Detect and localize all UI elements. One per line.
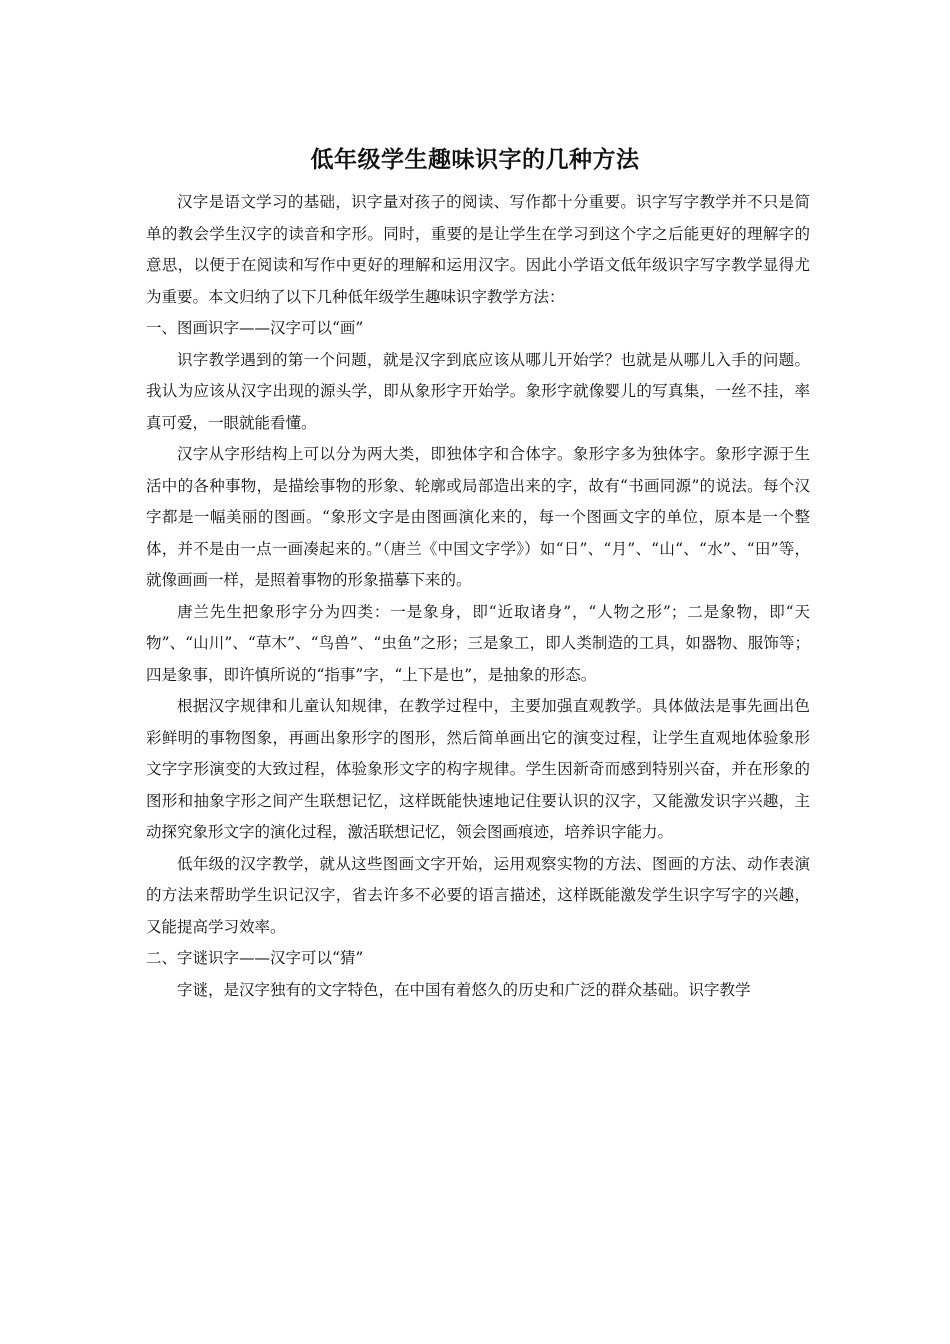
document-title: 低年级学生趣味识字的几种方法: [310, 146, 640, 173]
paragraph: 识字教学遇到的第一个问题，就是汉字到底应该从哪儿开始学？也就是从哪儿入手的问题。我认为应该从汉字出现的源头学，即从象形字开始学。象形字就像婴儿的写真集，一丝不挂，率真可爱，一眼就能看懂。: [146, 350, 810, 432]
paragraph: 唐兰先生把象形字分为四类：一是象身，即“近取诸身”，“人物之形”；二是象物，即“天物”、“山川”、“草木”、“鸟兽”、“虫鱼”之形；三是象工，即人类制造的工具，如器物、服饰等；四是象事，即许慎所说的“指事”字，“上下是也”，是抽象的形态。: [146, 602, 810, 684]
paragraph: 根据汉字规律和儿童认知规律，在教学过程中，主要加强直观教学。具体做法是事先画出色彩鲜明的事物图象，再画出象形字的图形，然后简单画出它的演变过程，让学生直观地体验象形文字字形演变的大致过程，体验象形文字的构字规律。学生因新奇而感到特别兴奋，并在形象的图形和抽象字形之间产生联想记忆，这样既能快速地记住要认识的汉字，又能激发识字兴趣，主动探究象形文字的演化过程，激活联想记忆，领会图画痕迹，培养识字能力。: [146, 697, 810, 841]
document-body: [146, 187, 810, 1006]
section-heading-1: 一、图画识字——汉字可以“画”: [146, 319, 364, 337]
section-heading-2: 二、字谜识字——汉字可以“猜”: [146, 949, 364, 967]
paragraph: 低年级的汉字教学，就从这些图画文字开始，运用观察实物的方法、图画的方法、动作表演的方法来帮助学生识记汉字，省去许多不必要的语言描述，这样既能激发学生识字写字的兴趣，又能提高学习效率。: [146, 854, 810, 936]
intro-paragraph: 汉字是语文学习的基础，识字量对孩子的阅读、写作都十分重要。识字写字教学并不只是简单的教会学生汉字的读音和字形。同时，重要的是让学生在学习到这个字之后能更好的理解字的意思，以便于在阅读和写作中更好的理解和运用汉字。因此小学语文低年级识字写字教学显得尤为重要。本文归纳了以下几种低年级学生趣味识字教学方法：: [146, 193, 810, 306]
paragraph: 字谜，是汉字独有的文字特色，在中国有着悠久的历史和广泛的群众基础。识字教学: [177, 980, 751, 999]
paragraph: 汉字从字形结构上可以分为两大类，即独体字和合体字。象形字多为独体字。象形字源于生活中的各种事物，是描绘事物的形象、轮廓或局部造出来的字，故有“书画同源”的说法。每个汉字都是一幅美丽的图画。“象形文字是由图画演化来的，每一个图画文字的单位，原本是一个整体，并不是由一点一画凑起来的。”（唐兰《中国文字学》）如“日”、“月”、“山“、“水”、“田”等，就像画画一样，是照着事物的形象描摹下来的。: [146, 445, 810, 589]
